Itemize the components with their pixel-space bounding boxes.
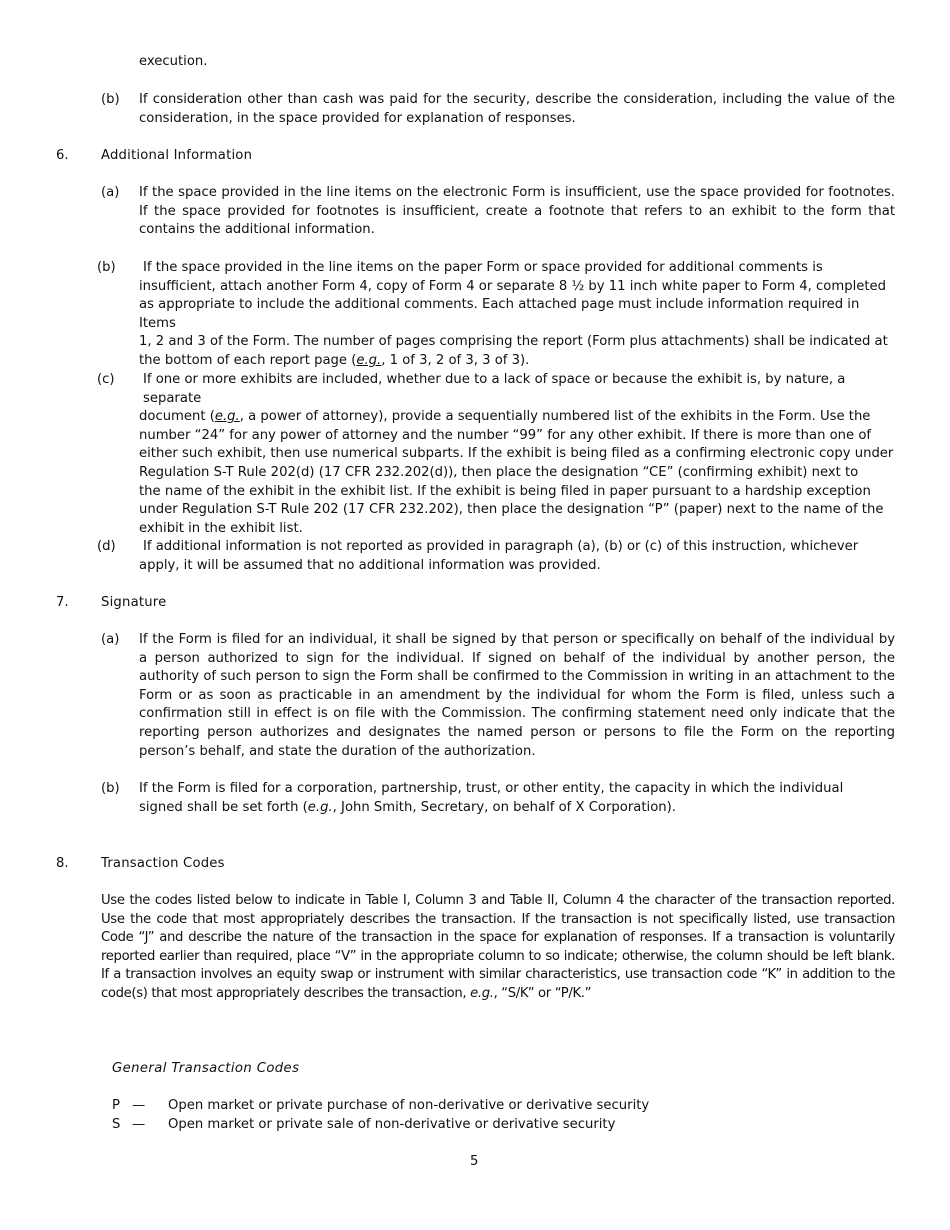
- code-dash: —: [132, 1098, 146, 1113]
- item-6b-line5-post: , 1 of 3, 2 of 3, 3 of 3).: [381, 352, 530, 368]
- general-codes-heading: General Transaction Codes: [112, 1061, 300, 1076]
- eg-abbrev: e.g.: [307, 799, 333, 815]
- item-7b-line: [139, 799, 899, 818]
- transaction-codes-text: Use the codes listed below to indicate in Table I, Column 3 and Table II, Column 4 the character of the transaction reported. Use the code that most appropriately describes the transaction. If the transaction is not specifically listed, use transaction Code “J” and describe the nature of the transaction in the space for explanation of responses. If a transaction is voluntarily reported earlier than required, place “V” in the appropriate column to so indicate; otherwise, the column should be left blank. If a transaction involves an equity swap or instrument with similar characteristics, use transaction code “K” in addition to the code(s) that most appropriately describes the transaction,: [101, 893, 895, 1001]
- eg-abbrev: e.g.: [214, 409, 240, 425]
- item-6b-text: [139, 259, 899, 371]
- code-description: Open market or private purchase of non-derivative or derivative security: [168, 1098, 650, 1113]
- item-6c-line: under Regulation S-T Rule 202 (17 CFR 232.202), then place the designation “P” (paper) next to the name of the: [139, 502, 884, 518]
- item-7b-line2-pre: signed shall be set forth (: [139, 799, 308, 815]
- item-6d-label: (d): [97, 539, 116, 554]
- page-number: 5: [470, 1154, 479, 1169]
- item-6b-line: If the space provided in the line items on the paper Form or space provided for additional comments is: [143, 260, 823, 275]
- item-7b-label: (b): [101, 781, 120, 796]
- item-6c-label: (c): [97, 372, 115, 387]
- code-letter: S: [112, 1117, 121, 1132]
- item-7b-line: If the Form is filed for a corporation, partnership, trust, or other entity, the capacity in which the individual: [139, 781, 844, 796]
- item-7b-text: [139, 780, 899, 817]
- item-6c-line: Regulation S-T Rule 202(d) (17 CFR 232.202(d)), then place the designation “CE” (confirming exhibit) next to: [139, 464, 859, 480]
- item-6a-text: If the space provided in the line items on the electronic Form is insufficient, use the space provided for footnotes. If the space provided for footnotes is insufficient, create a footnote that refers to an exhibit to the form that contains the additional information.: [139, 185, 895, 238]
- item-6d-text: [139, 538, 899, 575]
- item-6c-line2-post: , a power of attorney), provide a sequentially numbered list of the exhibits in the Form. Use the: [239, 409, 871, 425]
- item-6c-line: [139, 408, 899, 427]
- continued-text: execution.: [139, 54, 208, 69]
- item-6a-label: (a): [101, 185, 120, 200]
- code-dash: —: [132, 1117, 146, 1132]
- eg-abbrev: e.g.: [356, 352, 382, 368]
- transaction-codes-text-end: , “S/K” or “P/K.”: [493, 985, 592, 1001]
- section-7-number: 7.: [56, 595, 69, 610]
- item-6b-line: as appropriate to include the additional comments. Each attached page must include information required in Items: [139, 297, 860, 331]
- item-6c-line: the name of the exhibit in the exhibit list. If the exhibit is being filed in paper pursuant to a hardship exception: [139, 483, 871, 499]
- section-8-title: Transaction Codes: [101, 856, 225, 871]
- item-7b-line2-post: , John Smith, Secretary, on behalf of X Corporation).: [332, 799, 676, 815]
- section-6-title: Additional Information: [101, 148, 253, 163]
- code-letter: P: [112, 1098, 120, 1113]
- item-6c-text: [139, 371, 899, 538]
- item-6c-line: If one or more exhibits are included, whether due to a lack of space or because the exhibit is, by nature, a separate: [143, 372, 846, 406]
- section-7-title: Signature: [101, 595, 167, 610]
- item-5b-text: If consideration other than cash was paid for the security, describe the consideration, including the value of the consideration, in the space provided for explanation of responses.: [139, 92, 895, 126]
- item-7a-text: If the Form is filed for an individual, it shall be signed by that person or specifically on behalf of the individual by a person authorized to sign for the individual. If signed on behalf of the individual by another person, the authority of such person to sign the Form shall be confirmed to the Commission in writing in an attachment to the Form or as soon as practicable in an amendment by the individual for whom the Form is filed, unless such a confirmation still in effect is on file with the Commission. The confirming statement need only indicate that the reporting person authorizes and designates the named person or persons to file the Form on the reporting person’s behalf, and state the duration of the authorization.: [139, 632, 895, 759]
- section-6-number: 6.: [56, 148, 69, 163]
- item-6b-line5-pre: the bottom of each report page (: [139, 352, 357, 368]
- item-6b-line: insufficient, attach another Form 4, copy of Form 4 or separate 8 ½ by 11 inch white paper to Form 4, completed: [139, 278, 887, 294]
- item-5b-label: (b): [101, 92, 120, 107]
- code-description: Open market or private sale of non-derivative or derivative security: [168, 1117, 616, 1132]
- item-6b-line: 1, 2 and 3 of the Form. The number of pages comprising the report (Form plus attachments) shall be indicated at: [139, 334, 888, 350]
- item-6d-line: If additional information is not reported as provided in paragraph (a), (b) or (c) of this instruction, whichever: [143, 539, 859, 554]
- item-6c-line: number “24” for any power of attorney and the number “99” for any other exhibit. If there is more than one of: [139, 427, 872, 443]
- eg-abbrev: e.g.: [470, 985, 494, 1001]
- item-6d-line: apply, it will be assumed that no additional information was provided.: [139, 557, 601, 573]
- item-6c-line2-pre: document (: [139, 409, 215, 425]
- item-7a-label: (a): [101, 632, 120, 647]
- section-8-number: 8.: [56, 856, 69, 871]
- transaction-codes-paragraph: [101, 892, 895, 1004]
- item-6b-line: [139, 352, 899, 371]
- item-6c-line: exhibit in the exhibit list.: [139, 520, 303, 536]
- item-6c-line: either such exhibit, then use numerical subparts. If the exhibit is being filed as a confirming electronic copy under: [139, 446, 894, 462]
- item-6b-label: (b): [97, 260, 116, 275]
